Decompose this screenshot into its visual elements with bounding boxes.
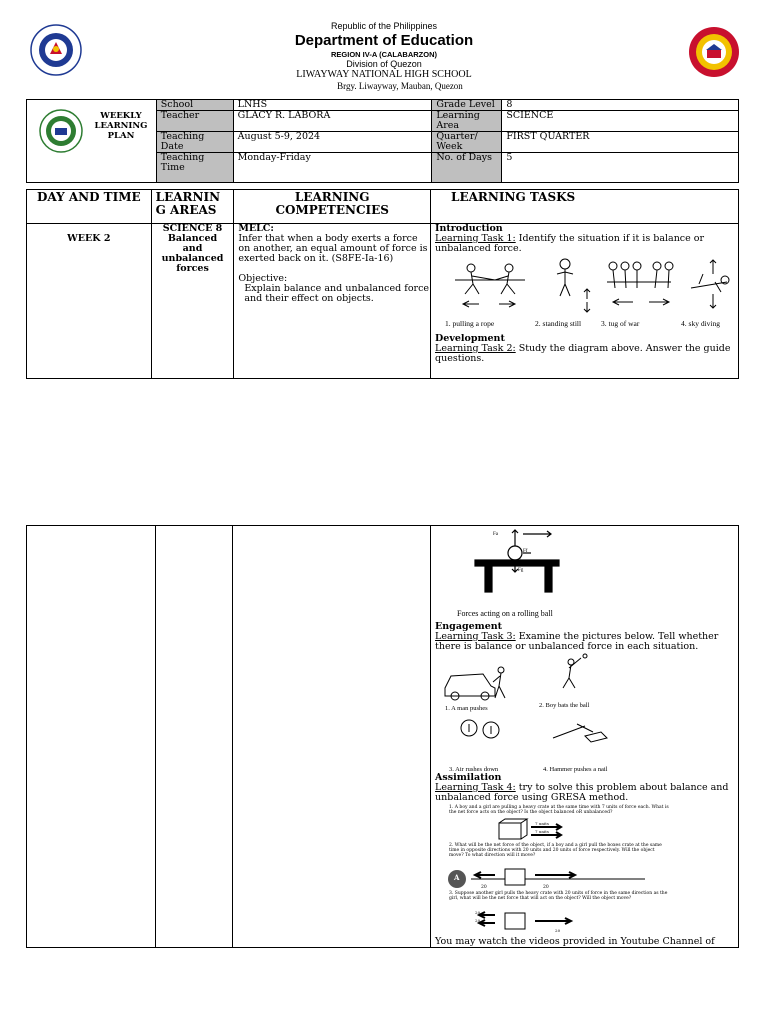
footer-text: You may watch the videos provided in Youtube Channel of: [435, 936, 715, 947]
gresa-problems: [435, 803, 736, 937]
grade-value: 8: [502, 100, 739, 111]
teacher-label: Teacher: [156, 111, 233, 132]
picture-caption-2: 2. Boy bats the ball: [539, 702, 590, 709]
ball-caption: Forces acting on a rolling ball: [457, 609, 553, 618]
department-title: Department of Education: [294, 32, 474, 49]
week-label: WEEK 2: [67, 233, 111, 244]
assim-heading: Assimilation: [435, 772, 502, 783]
task3-text: Examine the pictures below. Tell whether there is balance or unbalanced force in each situation.: [435, 631, 719, 652]
p3-value-2: 20: [475, 918, 481, 923]
melc-text: Infer that when a body exerts a force on another, an equal amount of force is exerted back on it. (S8FE-Ia-16): [238, 233, 428, 264]
problem-3-text: 3. Suppose another girl pulls the heavy crate with 20 units of force in the same direction as the girl, what will be the net force that will act on the object? Will the object move?: [449, 891, 668, 901]
img-caption-4: 4. sky diving: [681, 319, 720, 328]
dev-heading: Development: [435, 333, 505, 344]
republic-line: Republic of the Philippines: [330, 21, 438, 31]
task3-label: Learning Task 3:: [435, 631, 516, 642]
lesson-table-continued: [26, 525, 739, 948]
picture-caption-4: 4. Hammer pushes a nail: [543, 766, 608, 773]
task3-line: [435, 632, 736, 652]
task4-line: [435, 783, 736, 803]
rolling-ball-diagram: [435, 526, 736, 622]
date-label: Teaching Date: [156, 132, 233, 153]
area-label: Learning Area: [432, 111, 502, 132]
division-line: Division of Quezon: [346, 59, 422, 69]
area-cell: [151, 224, 234, 379]
time-label: Teaching Time: [156, 153, 233, 183]
problem-diagrams: [435, 817, 675, 935]
intro-heading: Introduction: [435, 223, 503, 234]
img-caption-3: 3. tug of war: [601, 319, 640, 328]
picture-caption-3: 3. Air rushes down: [449, 766, 499, 773]
problem-2-text: 2. What will be the net force of the object, if a boy and a girl pull the boxes crate at the same time in opposite directions with 20 units and 20 units of force respectively. Will the object move? To what direction will it move?: [449, 843, 662, 858]
p1-label-a: 7 units: [535, 821, 549, 826]
problem-1-text: 1. A boy and a girl are pulling a heavy crate at the same time with 7 units of force each. What is the net force acts on the object? Is the object balanced oR unbalanced?: [449, 805, 669, 815]
lesson-table: [26, 189, 739, 379]
p2-marker: A: [454, 873, 460, 882]
tasks-cell: [431, 224, 739, 379]
school-logo: [39, 109, 83, 153]
tasks-cell-continued: [431, 526, 739, 948]
area-value: SCIENCE: [502, 111, 739, 132]
quarter-label: Quarter/ Week: [432, 132, 502, 153]
subject-label: SCIENCE 8: [162, 223, 223, 234]
competency-cell-continued: [232, 526, 431, 948]
ball-label-fg: Fg: [518, 568, 524, 573]
melc-label: MELC:: [238, 223, 274, 234]
force-situations-illustration: [435, 254, 735, 316]
school-name: LIWAYWAY NATIONAL HIGH SCHOOL: [296, 69, 472, 80]
ball-label-fa: Fa: [493, 532, 499, 537]
picture-caption-1: 1. A man pushes: [445, 705, 488, 712]
task1-label: Learning Task 1:: [435, 233, 516, 244]
school-value: LNHS: [233, 100, 432, 111]
days-value: 5: [502, 153, 739, 183]
days-label: No. of Days: [432, 153, 502, 183]
task4-label: Learning Task 4:: [435, 782, 516, 793]
p1-label-b: 7 units: [535, 829, 549, 834]
plan-title: WEEKLY LEARNING PLAN: [94, 111, 148, 141]
col-learning-areas: LEARNING AREAS: [151, 190, 234, 224]
quarter-value: FIRST QUARTER: [502, 132, 739, 153]
time-value: Monday-Friday: [233, 153, 432, 183]
week-cell: [27, 224, 152, 379]
ball-label-fs: Fs: [518, 559, 523, 564]
plan-title-cell: [27, 100, 157, 183]
school-label: School: [156, 100, 233, 111]
area-cell-continued: [155, 526, 232, 948]
col-day-time: DAY AND TIME: [27, 190, 152, 224]
task4-text: try to solve this problem about balance and unbalanced force using GRESA method.: [435, 782, 729, 803]
teacher-value: GLACY R. LABORA: [233, 111, 432, 132]
task2-text: Study the diagram above. Answer the guide questions.: [435, 343, 731, 364]
p3-value-1: 20: [475, 910, 481, 915]
ball-label-ff: Ff: [523, 549, 528, 554]
intro-images: [435, 254, 736, 334]
task1-line: [435, 234, 736, 254]
task2-label: Learning Task 2:: [435, 343, 516, 354]
objective-label: Objective:: [238, 273, 288, 284]
date-value: August 5-9, 2024: [233, 132, 432, 153]
school-address: Brgy. Liwayway, Mauban, Quezon: [337, 81, 463, 91]
p2-value-left: 20: [481, 885, 487, 890]
topic-label: Balanced and unbalanced forces: [161, 233, 224, 274]
grade-label: Grade Level: [432, 100, 502, 111]
task2-line: [435, 344, 736, 364]
week-cell-continued: [27, 526, 156, 948]
objective-text: Explain balance and unbalanced force and their effect on objects.: [244, 283, 430, 304]
engage-pictures: [435, 652, 736, 777]
p2-value-right: 20: [543, 885, 549, 890]
p3-value-3: 20: [555, 928, 561, 933]
plan-info-table: [26, 99, 739, 183]
col-learning-tasks: LEARNING TASKS: [431, 190, 739, 224]
col-learning-competencies: LEARNING COMPETENCIES: [234, 190, 431, 224]
img-caption-1: 1. pulling a rope: [445, 319, 495, 328]
engage-heading: Engagement: [435, 621, 503, 632]
img-caption-2: 2. standing still: [535, 319, 582, 328]
competency-cell: [234, 224, 431, 379]
task1-text: Identify the situation if it is balance or unbalanced force.: [435, 233, 705, 254]
region-line: REGION IV-A (CALABARZON): [331, 50, 437, 59]
